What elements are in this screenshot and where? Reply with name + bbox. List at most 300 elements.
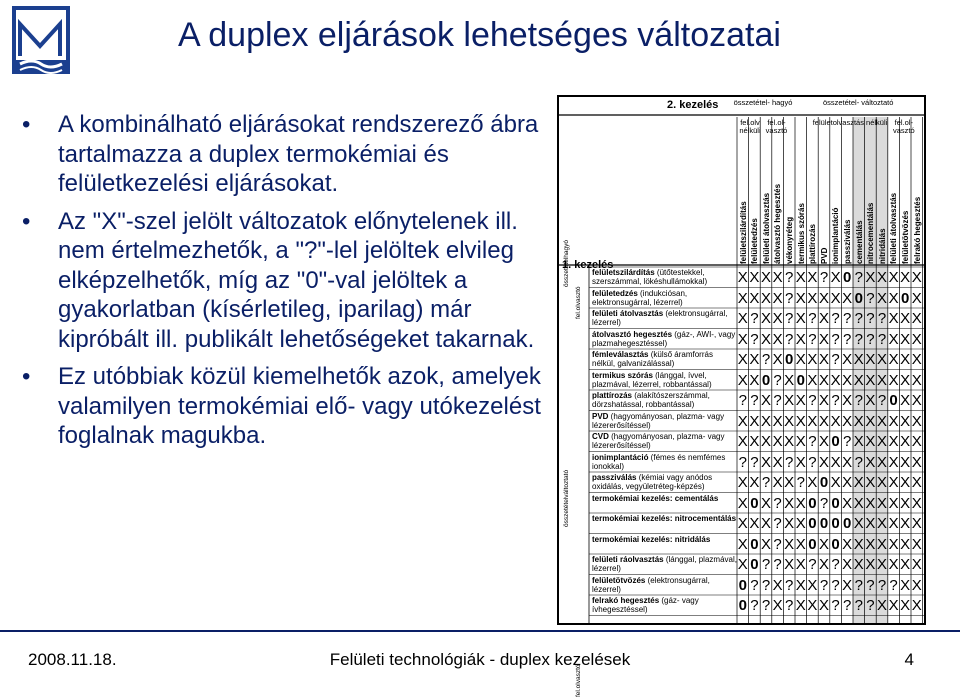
grid-cell: X <box>760 310 771 327</box>
grid-cell: ? <box>785 453 794 471</box>
grid-cell: X <box>818 392 829 409</box>
row-title: felületötvözés <box>592 575 646 585</box>
grid-cell: X <box>772 269 783 286</box>
grid-cell: ? <box>854 330 863 348</box>
grid-cell: ? <box>761 351 771 368</box>
grid-cell: X <box>784 412 795 430</box>
grid-cell: ? <box>761 576 771 594</box>
grid-cell: X <box>876 433 887 450</box>
grid-cell: X <box>749 412 760 430</box>
grid-cell: X <box>911 474 922 491</box>
grid-cell: X <box>807 351 818 368</box>
grid-cell: ? <box>819 494 829 512</box>
grid-cell: X <box>865 433 876 450</box>
grid-cell: X <box>842 412 853 430</box>
footer-divider <box>0 630 960 632</box>
bullet-icon: • <box>22 363 31 390</box>
grid-cell: ? <box>831 576 840 594</box>
row-detail: (elektronsugárral, lézerrel) <box>592 309 728 327</box>
subgroup-header: fel.olv nélküli <box>739 118 761 135</box>
grid-cell: X <box>888 535 899 553</box>
row-label <box>592 371 737 389</box>
grid-cell: X <box>784 392 795 409</box>
grid-cell: 0 <box>808 535 817 553</box>
grid-cell: ? <box>738 392 747 409</box>
grid-cell: ? <box>866 597 875 614</box>
grid-cell: X <box>818 289 829 307</box>
grid-cell: ? <box>854 453 863 471</box>
grid-cell: ? <box>819 576 829 594</box>
first-treatment-header: 1. kezelés <box>562 259 614 271</box>
column-header: felrakó hegesztés <box>912 196 922 264</box>
row-title: termikus szórás <box>592 370 653 380</box>
row-label <box>592 391 737 409</box>
bullet-list <box>22 110 542 459</box>
grid-cell: X <box>830 269 841 286</box>
page-title: A duplex eljárások lehetséges változatai <box>178 16 781 54</box>
grid-cell: ? <box>785 330 794 348</box>
column-header: PVD <box>819 247 829 264</box>
grid-cell: X <box>737 556 748 573</box>
grid-cell: X <box>911 412 922 430</box>
grid-cell: X <box>760 453 771 471</box>
grid-cell: X <box>760 412 771 430</box>
grid-cell: ? <box>750 330 759 348</box>
row-title: passziválás <box>592 473 637 482</box>
row-label <box>592 535 737 544</box>
row-detail: (lánggal, ívvel, plazmával, lézerrel, robbantással) <box>592 370 712 389</box>
grid-cell: ? <box>785 576 794 594</box>
grid-cell: ? <box>866 289 875 307</box>
grid-cell: X <box>795 269 806 286</box>
grid-cell: X <box>737 269 748 286</box>
grid-cell: X <box>842 371 853 389</box>
grid-cell: X <box>888 515 899 532</box>
bullet-icon: • <box>22 111 31 138</box>
grid-cell: X <box>876 556 887 573</box>
grid-cell: 0 <box>843 269 852 286</box>
grid-cell: X <box>795 412 806 430</box>
grid-cell: X <box>876 269 887 286</box>
grid-cell: X <box>900 597 911 614</box>
grid-cell: X <box>807 289 818 307</box>
footer-date: 2008.11.18. <box>28 650 117 669</box>
grid-cell: X <box>911 453 922 471</box>
grid-cell: X <box>876 474 887 491</box>
grid-cell: X <box>888 474 899 491</box>
grid-cell: X <box>900 310 911 327</box>
grid-cell: X <box>807 474 818 491</box>
grid-cell: ? <box>831 556 840 573</box>
grid-cell: ? <box>877 392 887 409</box>
grid-cell: X <box>842 453 853 471</box>
grid-cell: X <box>784 433 795 450</box>
row-title: felrakó hegesztés <box>592 596 660 605</box>
row-label <box>592 350 737 368</box>
row-group-label: összetételváltoztató <box>563 469 570 527</box>
grid-cell: X <box>911 330 922 348</box>
grid-cell: ? <box>843 310 852 327</box>
grid-cell: ? <box>750 392 759 409</box>
grid-cell: X <box>876 453 887 471</box>
grid-cell: ? <box>808 392 817 409</box>
grid-cell: ? <box>773 535 782 553</box>
grid-cell: X <box>900 412 911 430</box>
grid-cell: X <box>900 392 911 409</box>
grid-cell: X <box>818 371 829 389</box>
grid-cell: X <box>853 412 864 430</box>
grid-cell: ? <box>854 597 863 614</box>
grid-cell: X <box>737 351 748 368</box>
row-title: felületedzés <box>592 288 638 298</box>
row-detail: (elektronsugárral, lézerrel) <box>592 575 710 594</box>
grid-cell: X <box>807 576 818 594</box>
grid-cell: X <box>911 433 922 450</box>
grid-cell: ? <box>808 310 817 327</box>
grid-cell: ? <box>750 453 759 471</box>
grid-cell: X <box>818 453 829 471</box>
grid-cell: X <box>795 433 806 450</box>
grid-cell: X <box>865 474 876 491</box>
grid-cell: ? <box>785 289 794 307</box>
row-detail: (hagyományosan, plazma- vagy lézererősítéssel) <box>592 411 725 430</box>
row-detail: (külső áramforrás nélkül, galvanizálással) <box>592 350 713 368</box>
grid-cell: 0 <box>750 494 759 512</box>
subgroup-header: fel.ol- vasztó <box>765 118 788 135</box>
grid-cell: 0 <box>808 494 817 512</box>
grid-cell: X <box>749 289 760 307</box>
grid-cell: X <box>888 453 899 471</box>
row-detail: (gáz- vagy ívhegesztéssel) <box>592 596 699 614</box>
grid-cell: X <box>853 433 864 450</box>
grid-cell: ? <box>831 330 840 348</box>
grid-cell: ? <box>773 515 782 532</box>
grid-cell: ? <box>831 597 840 614</box>
grid-cell: ? <box>785 310 794 327</box>
grid-cell: X <box>865 351 876 368</box>
row-label <box>592 473 737 491</box>
row-label <box>592 309 737 327</box>
row-detail: (ütőtestekkel, szerszámmal, lökéshullámokkal) <box>592 268 708 286</box>
grid-cell: X <box>807 597 818 614</box>
grid-cell: X <box>900 515 911 532</box>
grid-cell: X <box>830 289 841 307</box>
grid-cell: X <box>842 392 853 409</box>
grid-cell: 0 <box>819 515 829 532</box>
grid-cell: X <box>876 351 887 368</box>
grid-cell: X <box>784 535 795 553</box>
grid-cell: ? <box>773 494 782 512</box>
grid-cell: X <box>876 597 887 614</box>
grid-cell: 0 <box>831 535 840 553</box>
grid-cell: X <box>911 392 922 409</box>
grid-cell: ? <box>889 576 898 594</box>
grid-cell: X <box>911 351 922 368</box>
column-header: felületi átolvasztás <box>761 192 771 264</box>
column-header: nitrocementálás <box>866 202 876 264</box>
row-label <box>592 432 737 450</box>
grid-cell: ? <box>761 474 771 491</box>
grid-cell: X <box>795 310 806 327</box>
grid-cell: X <box>911 269 922 286</box>
grid-cell: 0 <box>750 556 759 573</box>
row-title: CVD <box>592 432 609 441</box>
row-title: felületszilárdítás <box>592 268 655 277</box>
grid-cell: X <box>737 289 748 307</box>
grid-cell: 0 <box>819 474 829 491</box>
row-label <box>592 453 737 471</box>
grid-cell: X <box>818 351 829 368</box>
grid-cell: X <box>760 515 771 532</box>
bullet-text: Ez utóbbiak közül kiemelhetők azok, amelyek valamilyen termokémiai elő- vagy utókezelést foglalnak magukba. <box>58 363 541 449</box>
grid-cell: X <box>830 371 841 389</box>
grid-cell: X <box>888 351 899 368</box>
grid-cell: ? <box>831 351 840 368</box>
grid-cell: X <box>853 474 864 491</box>
grid-cell: X <box>749 269 760 286</box>
group-header: összetétel- változtató <box>822 98 894 107</box>
grid-cell: X <box>876 412 887 430</box>
grid-cell: 0 <box>901 289 910 307</box>
row-title: átolvasztó hegesztés <box>592 329 673 339</box>
grid-cell: ? <box>854 310 863 327</box>
grid-cell: X <box>795 453 806 471</box>
grid-cell: X <box>772 576 783 594</box>
row-label <box>592 596 737 614</box>
row-title: termokémiai kezelés: nitridálás <box>592 534 711 544</box>
grid-cell: X <box>911 576 922 594</box>
second-treatment-header: 2. kezelés <box>667 99 719 111</box>
row-label <box>592 330 737 348</box>
grid-cell: X <box>795 330 806 348</box>
bullet-item <box>22 207 542 355</box>
grid-cell: X <box>737 371 748 389</box>
row-title: felületi átolvasztás <box>592 309 664 318</box>
grid-cell: X <box>865 392 876 409</box>
grid-cell: X <box>911 289 922 307</box>
row-detail: (lánggal, plazmával, lézerrel) <box>592 555 737 573</box>
grid-cell: X <box>795 535 806 553</box>
grid-cell: ? <box>866 576 875 594</box>
bullet-item <box>22 362 542 451</box>
row-label <box>592 494 737 503</box>
subgroup-header: felületolvasztás nélküli <box>812 118 888 127</box>
grid-cell: X <box>900 576 911 594</box>
row-label <box>592 555 737 573</box>
column-header: ionimplantáció <box>831 207 841 264</box>
grid-cell: X <box>818 412 829 430</box>
column-header: felületedzés <box>750 218 760 264</box>
grid-cell: X <box>865 494 876 512</box>
grid-cell: X <box>795 494 806 512</box>
grid-cell: X <box>888 556 899 573</box>
grid-cell: X <box>865 412 876 430</box>
grid-cell: 0 <box>738 597 747 614</box>
grid-cell: ? <box>843 433 852 450</box>
grid-cell: X <box>900 433 911 450</box>
grid-cell: X <box>900 535 911 553</box>
column-header: felületötvözés <box>901 210 910 264</box>
grid-cell: X <box>830 453 841 471</box>
grid-cell: X <box>737 330 748 348</box>
grid-cell: ? <box>773 392 782 409</box>
grid-cell: X <box>737 433 748 450</box>
grid-cell: ? <box>877 310 887 327</box>
grid-cell: X <box>865 453 876 471</box>
grid-cell: ? <box>831 392 840 409</box>
grid-cell: X <box>900 269 911 286</box>
grid-cell: X <box>888 310 899 327</box>
row-group-label: fel.olvasztó <box>575 286 582 319</box>
column-header: átolvasztó hegesztés <box>773 183 783 264</box>
grid-cell: X <box>911 371 922 389</box>
grid-cell: X <box>900 494 911 512</box>
row-detail: (hagyományosan, plazma- vagy lézererősítéssel) <box>592 432 725 450</box>
grid-cell: X <box>795 597 806 614</box>
grid-cell: X <box>900 474 911 491</box>
grid-cell: X <box>818 597 829 614</box>
grid-cell: X <box>818 535 829 553</box>
grid-cell: ? <box>866 310 875 327</box>
grid-cell: X <box>784 371 795 389</box>
grid-cell: X <box>737 494 748 512</box>
grid-cell: X <box>807 371 818 389</box>
bullet-icon: • <box>22 207 31 235</box>
grid-cell: X <box>853 494 864 512</box>
grid-cell: X <box>853 556 864 573</box>
row-group-label: fel.olvasztó <box>575 664 582 697</box>
grid-cell: X <box>876 494 887 512</box>
grid-cell: 0 <box>750 535 759 553</box>
row-group-label: összetételhagyó <box>563 240 570 287</box>
row-detail: (fémes és nemfémes ionokkal) <box>592 452 726 471</box>
grid-cell: ? <box>877 330 887 348</box>
grid-cell: X <box>772 597 783 614</box>
grid-cell: X <box>842 351 853 368</box>
row-title: termokémiai kezelés: nitrocementálás <box>592 514 737 523</box>
grid-cell: X <box>900 371 911 389</box>
row-detail: (gáz-, AWI-, vagy plazmahegesztéssel) <box>592 329 736 348</box>
grid-cell: X <box>900 351 911 368</box>
grid-cell: ? <box>808 433 817 450</box>
grid-cell: X <box>888 289 899 307</box>
grid-cell: X <box>853 371 864 389</box>
grid-cell: X <box>818 330 829 348</box>
footer-title: Felületi technológiák - duplex kezelések <box>329 650 631 669</box>
grid-cell: X <box>784 474 795 491</box>
grid-cell: ? <box>761 597 771 614</box>
grid-cell: X <box>795 576 806 594</box>
grid-cell: X <box>749 433 760 450</box>
grid-cell: X <box>749 515 760 532</box>
grid-cell: X <box>772 330 783 348</box>
grid-cell: X <box>842 494 853 512</box>
grid-cell: X <box>807 269 818 286</box>
grid-cell: X <box>842 474 853 491</box>
grid-cell: X <box>888 433 899 450</box>
grid-cell: ? <box>819 269 829 286</box>
grid-cell: X <box>876 515 887 532</box>
grid-cell: X <box>876 371 887 389</box>
row-title: PVD <box>592 411 609 421</box>
grid-cell: ? <box>785 269 794 286</box>
grid-cell: X <box>760 535 771 553</box>
university-logo <box>12 6 70 74</box>
grid-cell: ? <box>808 453 817 471</box>
grid-cell: X <box>865 556 876 573</box>
grid-cell: ? <box>796 474 805 491</box>
grid-cell: 0 <box>761 371 771 389</box>
grid-cell: X <box>876 535 887 553</box>
grid-cell: X <box>784 494 795 512</box>
row-label <box>592 576 737 594</box>
grid-cell: X <box>900 330 911 348</box>
grid-cell: X <box>900 556 911 573</box>
grid-cell: X <box>737 535 748 553</box>
grid-cell: ? <box>854 392 863 409</box>
grid-cell: 0 <box>831 515 840 532</box>
grid-cell: X <box>737 515 748 532</box>
grid-cell: X <box>760 330 771 348</box>
grid-cell: X <box>760 433 771 450</box>
row-title: felületi ráolvasztás <box>592 555 664 564</box>
grid-cell: X <box>888 597 899 614</box>
grid-cell: X <box>760 392 771 409</box>
page-number: 4 <box>904 650 914 669</box>
grid-cell: X <box>911 556 922 573</box>
row-title: ionimplantáció <box>592 452 649 462</box>
column-header: termikus szórás <box>796 203 806 264</box>
grid-cell: X <box>795 289 806 307</box>
grid-cell: X <box>888 494 899 512</box>
column-header: cementálás <box>854 220 864 264</box>
grid-cell: X <box>737 474 748 491</box>
grid-cell: X <box>784 556 795 573</box>
grid-cell: X <box>772 433 783 450</box>
grid-cell: ? <box>854 576 863 594</box>
row-label <box>592 514 737 523</box>
grid-cell: X <box>865 269 876 286</box>
grid-cell: X <box>842 289 853 307</box>
grid-cell: X <box>749 351 760 368</box>
grid-cell: X <box>772 474 783 491</box>
subgroup-header: fel.ol- vasztó <box>892 118 915 135</box>
grid-cell: X <box>772 310 783 327</box>
grid-cell: 0 <box>796 371 805 389</box>
grid-cell: X <box>911 515 922 532</box>
row-label <box>592 289 737 307</box>
row-label <box>592 268 737 286</box>
grid-cell: X <box>772 453 783 471</box>
grid-cell: ? <box>773 371 782 389</box>
duplex-process-table <box>557 95 926 697</box>
column-header: vékonyréteg <box>785 216 794 264</box>
row-title: plattírozás <box>592 391 633 400</box>
grid-cell: X <box>772 289 783 307</box>
group-header: összetétel- hagyó <box>733 98 793 107</box>
bullet-item <box>22 110 542 199</box>
grid-cell: 0 <box>831 494 840 512</box>
grid-cell: X <box>853 535 864 553</box>
grid-cell: X <box>900 453 911 471</box>
grid-cell: ? <box>854 269 863 286</box>
grid-cell: X <box>911 597 922 614</box>
grid-cell: ? <box>738 453 747 471</box>
grid-cell: X <box>760 289 771 307</box>
grid-cell: X <box>737 412 748 430</box>
grid-cell: X <box>865 371 876 389</box>
column-header: nitridálás <box>877 228 887 264</box>
